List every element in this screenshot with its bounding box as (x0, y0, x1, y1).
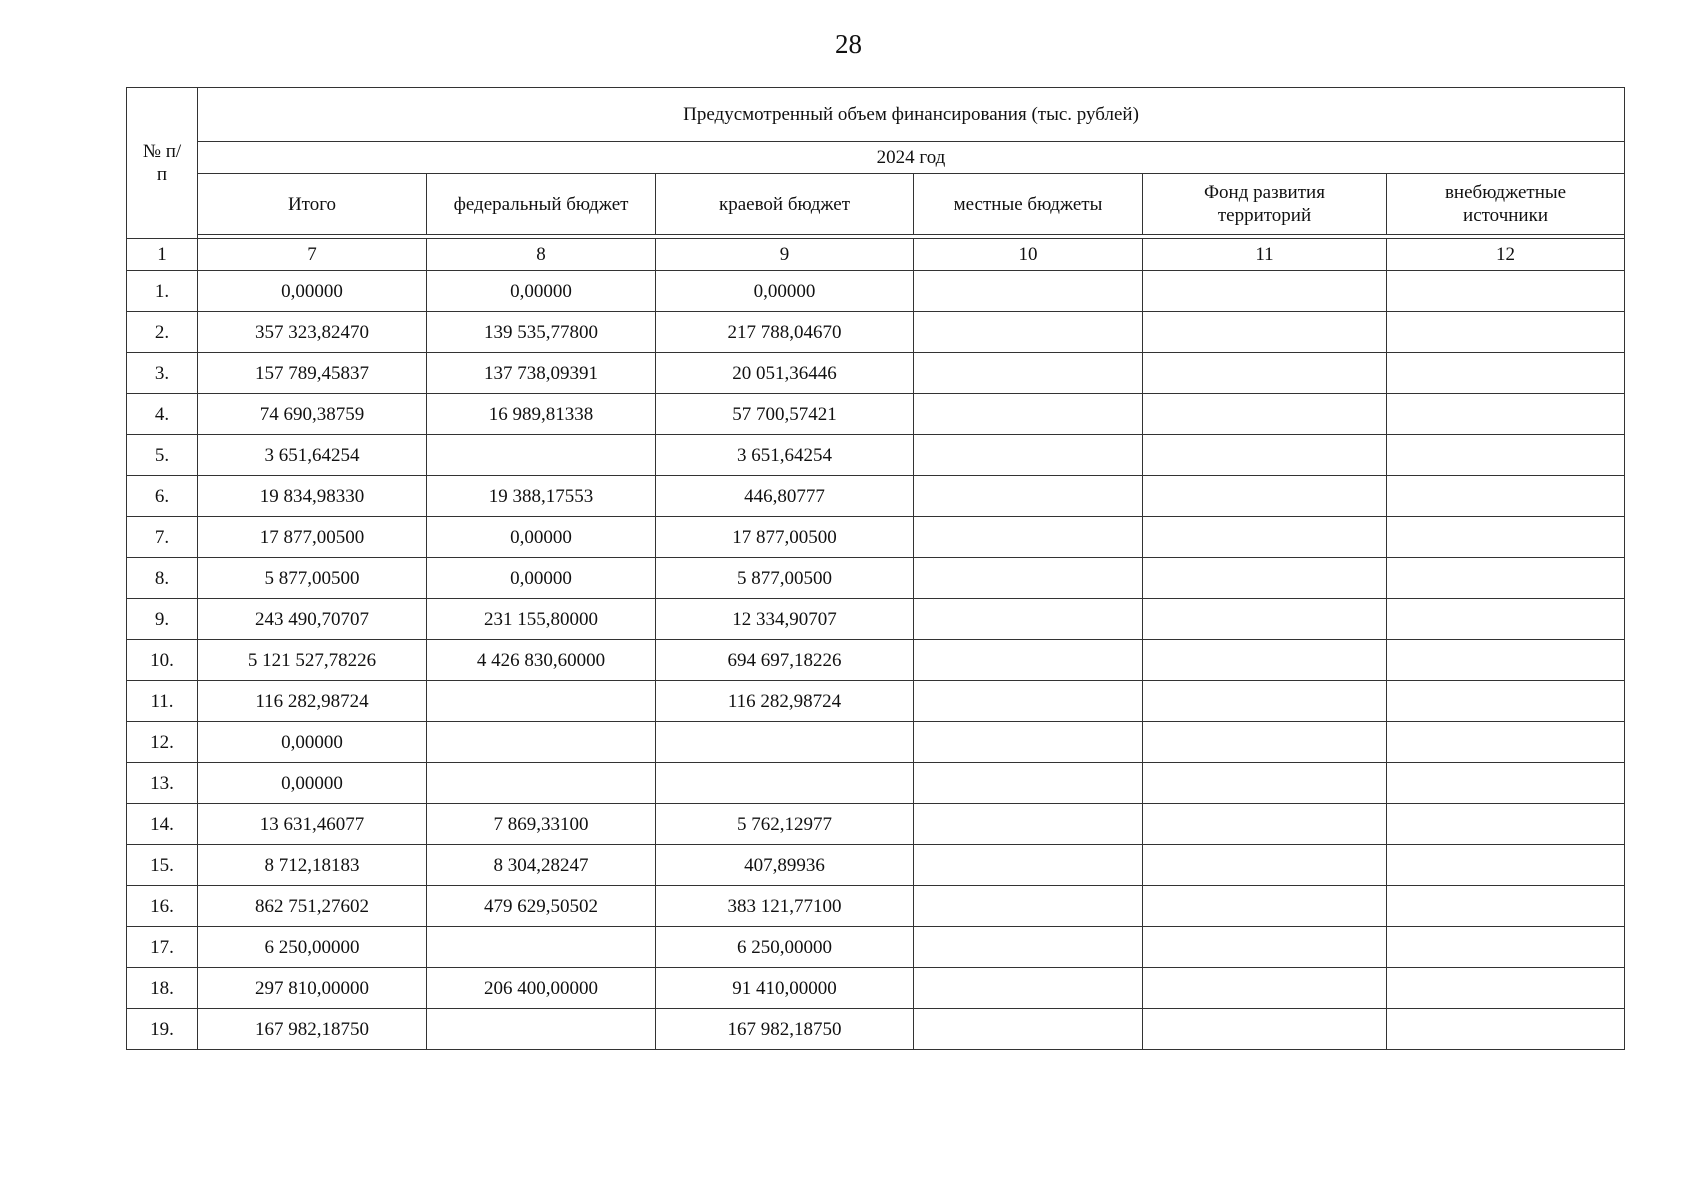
col-header-fund (1143, 174, 1387, 235)
fund-cell (1143, 558, 1387, 599)
federal-cell (427, 722, 656, 763)
fund-cell (1143, 681, 1387, 722)
extrabudget-cell (1387, 845, 1625, 886)
col-header-total: Итого (198, 174, 427, 235)
extrabudget-cell (1387, 886, 1625, 927)
total-cell: 17 877,00500 (198, 517, 427, 558)
federal-cell: 0,00000 (427, 271, 656, 312)
regional-cell: 407,89936 (656, 845, 914, 886)
regional-cell: 694 697,18226 (656, 640, 914, 681)
local-cell (914, 681, 1143, 722)
table-row (127, 886, 1625, 927)
regional-cell: 383 121,77100 (656, 886, 914, 927)
table-row (127, 271, 1625, 312)
local-cell (914, 804, 1143, 845)
row-number: 1. (127, 271, 198, 312)
fund-cell (1143, 845, 1387, 886)
column-number: 1 (127, 239, 198, 271)
federal-cell (427, 435, 656, 476)
col-header-local: местные бюджеты (914, 174, 1143, 235)
num-header (127, 88, 198, 239)
row-number: 4. (127, 394, 198, 435)
row-number: 18. (127, 968, 198, 1009)
regional-cell: 6 250,00000 (656, 927, 914, 968)
total-cell: 5 121 527,78226 (198, 640, 427, 681)
col-header-fund-label: Фонд развития территорий (1204, 182, 1325, 226)
table-header (127, 88, 1625, 271)
federal-cell: 7 869,33100 (427, 804, 656, 845)
local-cell (914, 476, 1143, 517)
total-cell: 0,00000 (198, 722, 427, 763)
extrabudget-cell (1387, 968, 1625, 1009)
extrabudget-cell (1387, 558, 1625, 599)
col-header-extrabudget-label: внебюджетные источники (1444, 182, 1567, 226)
table-row (127, 845, 1625, 886)
table-row (127, 476, 1625, 517)
fund-cell (1143, 271, 1387, 312)
regional-cell: 20 051,36446 (656, 353, 914, 394)
regional-cell: 5 877,00500 (656, 558, 914, 599)
regional-cell (656, 763, 914, 804)
row-number: 13. (127, 763, 198, 804)
financing-table (126, 87, 1625, 1050)
column-number: 8 (427, 239, 656, 271)
federal-cell: 0,00000 (427, 517, 656, 558)
num-header-label: № п/п (142, 141, 182, 185)
table-row (127, 927, 1625, 968)
row-number: 14. (127, 804, 198, 845)
total-cell: 243 490,70707 (198, 599, 427, 640)
regional-cell: 3 651,64254 (656, 435, 914, 476)
column-number: 12 (1387, 239, 1625, 271)
federal-cell: 19 388,17553 (427, 476, 656, 517)
local-cell (914, 1009, 1143, 1050)
extrabudget-cell (1387, 804, 1625, 845)
table-row (127, 763, 1625, 804)
regional-cell: 57 700,57421 (656, 394, 914, 435)
federal-cell (427, 1009, 656, 1050)
fund-cell (1143, 886, 1387, 927)
extrabudget-cell (1387, 599, 1625, 640)
federal-cell (427, 681, 656, 722)
fund-cell (1143, 804, 1387, 845)
table-row (127, 640, 1625, 681)
local-cell (914, 558, 1143, 599)
regional-cell: 167 982,18750 (656, 1009, 914, 1050)
total-cell: 19 834,98330 (198, 476, 427, 517)
federal-cell: 8 304,28247 (427, 845, 656, 886)
fund-cell (1143, 435, 1387, 476)
col-header-regional: краевой бюджет (656, 174, 914, 235)
regional-cell: 446,80777 (656, 476, 914, 517)
regional-cell: 17 877,00500 (656, 517, 914, 558)
federal-cell: 206 400,00000 (427, 968, 656, 1009)
year-header: 2024 год (198, 142, 1625, 174)
row-number: 8. (127, 558, 198, 599)
extrabudget-cell (1387, 435, 1625, 476)
row-number: 19. (127, 1009, 198, 1050)
regional-cell: 0,00000 (656, 271, 914, 312)
col-header-federal: федеральный бюджет (427, 174, 656, 235)
extrabudget-cell (1387, 271, 1625, 312)
regional-cell: 5 762,12977 (656, 804, 914, 845)
extrabudget-cell (1387, 312, 1625, 353)
total-cell: 157 789,45837 (198, 353, 427, 394)
row-number: 6. (127, 476, 198, 517)
table-row (127, 599, 1625, 640)
local-cell (914, 435, 1143, 476)
row-number: 9. (127, 599, 198, 640)
fund-cell (1143, 517, 1387, 558)
federal-cell (427, 763, 656, 804)
fund-cell (1143, 1009, 1387, 1050)
extrabudget-cell (1387, 1009, 1625, 1050)
table-title: Предусмотренный объем финансирования (тыс. рублей) (198, 88, 1625, 142)
total-cell: 116 282,98724 (198, 681, 427, 722)
total-cell: 862 751,27602 (198, 886, 427, 927)
total-cell: 0,00000 (198, 763, 427, 804)
row-number: 11. (127, 681, 198, 722)
local-cell (914, 353, 1143, 394)
row-number: 7. (127, 517, 198, 558)
federal-cell: 479 629,50502 (427, 886, 656, 927)
row-number: 17. (127, 927, 198, 968)
row-number: 5. (127, 435, 198, 476)
local-cell (914, 517, 1143, 558)
fund-cell (1143, 640, 1387, 681)
extrabudget-cell (1387, 640, 1625, 681)
extrabudget-cell (1387, 722, 1625, 763)
column-number: 11 (1143, 239, 1387, 271)
total-cell: 167 982,18750 (198, 1009, 427, 1050)
fund-cell (1143, 968, 1387, 1009)
table-row (127, 558, 1625, 599)
local-cell (914, 640, 1143, 681)
local-cell (914, 763, 1143, 804)
federal-cell: 231 155,80000 (427, 599, 656, 640)
local-cell (914, 845, 1143, 886)
local-cell (914, 599, 1143, 640)
column-number: 7 (198, 239, 427, 271)
total-cell: 6 250,00000 (198, 927, 427, 968)
row-number: 3. (127, 353, 198, 394)
table-row (127, 394, 1625, 435)
extrabudget-cell (1387, 681, 1625, 722)
table-row (127, 1009, 1625, 1050)
extrabudget-cell (1387, 353, 1625, 394)
column-number: 9 (656, 239, 914, 271)
federal-cell (427, 927, 656, 968)
row-number: 12. (127, 722, 198, 763)
extrabudget-cell (1387, 763, 1625, 804)
local-cell (914, 271, 1143, 312)
regional-cell: 12 334,90707 (656, 599, 914, 640)
total-cell: 8 712,18183 (198, 845, 427, 886)
federal-cell: 4 426 830,60000 (427, 640, 656, 681)
row-number: 15. (127, 845, 198, 886)
page-number: 28 (835, 29, 862, 59)
federal-cell: 0,00000 (427, 558, 656, 599)
row-number: 16. (127, 886, 198, 927)
extrabudget-cell (1387, 394, 1625, 435)
total-cell: 13 631,46077 (198, 804, 427, 845)
total-cell: 297 810,00000 (198, 968, 427, 1009)
table-row (127, 435, 1625, 476)
fund-cell (1143, 353, 1387, 394)
fund-cell (1143, 927, 1387, 968)
fund-cell (1143, 476, 1387, 517)
total-cell: 74 690,38759 (198, 394, 427, 435)
total-cell: 357 323,82470 (198, 312, 427, 353)
table-row (127, 517, 1625, 558)
fund-cell (1143, 312, 1387, 353)
fund-cell (1143, 394, 1387, 435)
total-cell: 3 651,64254 (198, 435, 427, 476)
local-cell (914, 312, 1143, 353)
table-row (127, 722, 1625, 763)
fund-cell (1143, 722, 1387, 763)
total-cell: 5 877,00500 (198, 558, 427, 599)
local-cell (914, 394, 1143, 435)
table-row (127, 968, 1625, 1009)
col-header-extrabudget (1387, 174, 1625, 235)
fund-cell (1143, 763, 1387, 804)
extrabudget-cell (1387, 927, 1625, 968)
table-row (127, 804, 1625, 845)
total-cell: 0,00000 (198, 271, 427, 312)
fund-cell (1143, 599, 1387, 640)
local-cell (914, 927, 1143, 968)
regional-cell: 116 282,98724 (656, 681, 914, 722)
regional-cell: 217 788,04670 (656, 312, 914, 353)
local-cell (914, 886, 1143, 927)
table-body (127, 271, 1625, 1050)
federal-cell: 16 989,81338 (427, 394, 656, 435)
local-cell (914, 968, 1143, 1009)
extrabudget-cell (1387, 517, 1625, 558)
federal-cell: 139 535,77800 (427, 312, 656, 353)
table-row (127, 681, 1625, 722)
regional-cell: 91 410,00000 (656, 968, 914, 1009)
row-number: 10. (127, 640, 198, 681)
table-row (127, 353, 1625, 394)
column-number: 10 (914, 239, 1143, 271)
extrabudget-cell (1387, 476, 1625, 517)
local-cell (914, 722, 1143, 763)
column-number-row (127, 239, 1625, 271)
federal-cell: 137 738,09391 (427, 353, 656, 394)
table-row (127, 312, 1625, 353)
row-number: 2. (127, 312, 198, 353)
regional-cell (656, 722, 914, 763)
